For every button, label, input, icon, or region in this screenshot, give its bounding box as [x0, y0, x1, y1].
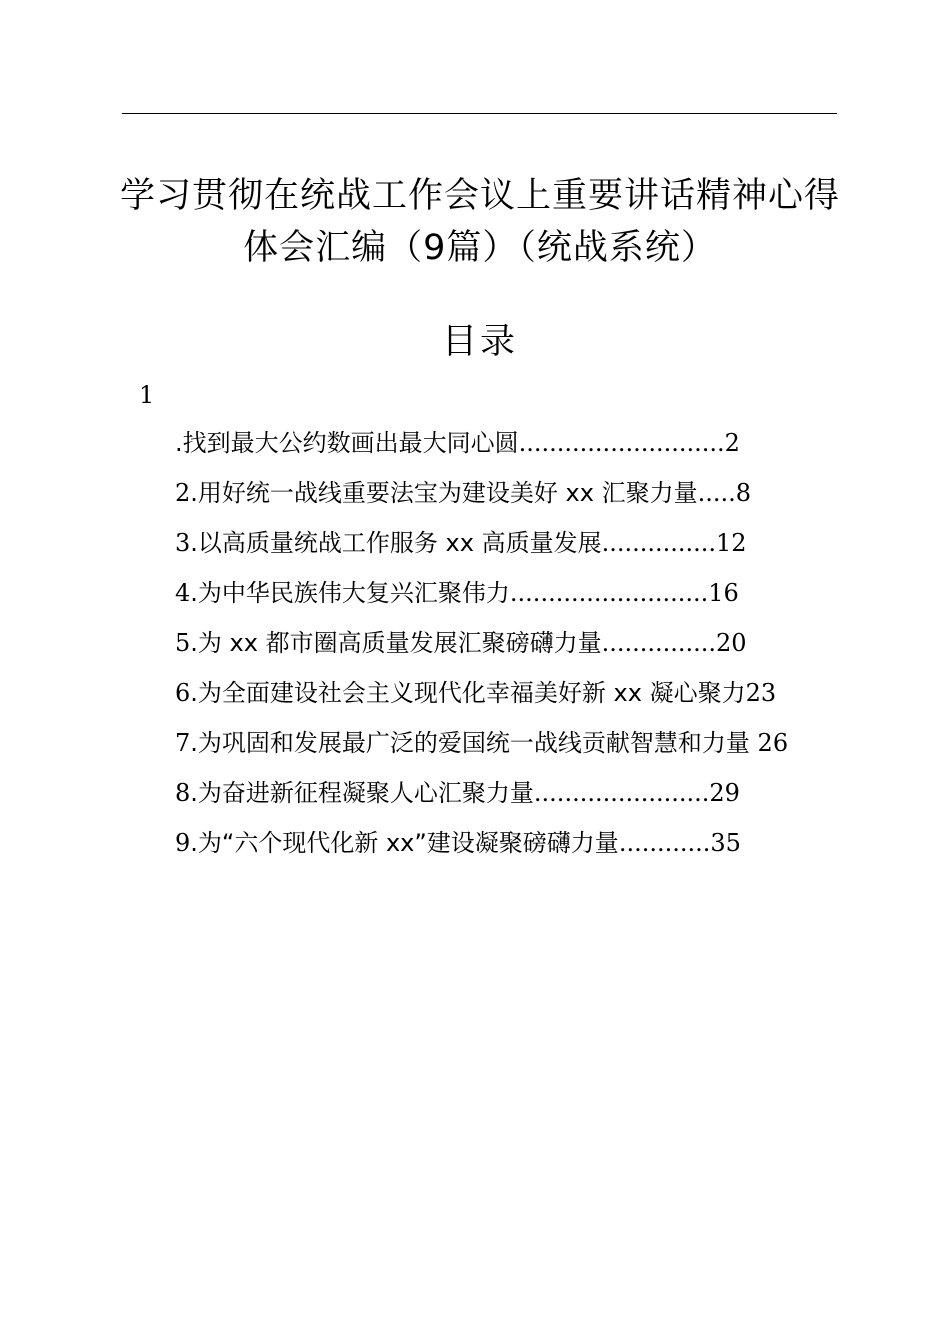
toc-entry-3[interactable]: [175, 518, 855, 568]
toc-entry-leader: ...............: [601, 629, 717, 657]
toc-entry-page: 23: [745, 679, 777, 707]
toc-entry-title: .为“六个现代化新 xx”建设凝聚磅礴力量: [190, 829, 619, 857]
toc-entry-9[interactable]: [175, 818, 855, 868]
toc-entry-number: 9: [175, 829, 191, 857]
toc-entry-title: .为全面建设社会主义现代化幸福美好新 xx 凝心聚力: [190, 679, 746, 707]
toc-entry-title: .以高质量统战工作服务 xx 高质量发展: [190, 529, 602, 557]
toc-entry-page: 2: [724, 429, 740, 457]
toc-entry-title: .为中华民族伟大复兴汇聚伟力: [190, 579, 510, 607]
toc-entry-leader: ...............: [601, 529, 717, 557]
toc-entry-title: .为 xx 都市圈高质量发展汇聚磅礴力量: [190, 629, 602, 657]
toc-entry-number: 2: [175, 479, 191, 507]
toc-entry-number: 6: [175, 679, 191, 707]
toc-entry-page: 26: [757, 729, 789, 757]
toc-entry-page: 8: [735, 479, 752, 507]
toc-entry-page: 29: [709, 779, 740, 807]
toc-entry-page: 16: [708, 579, 739, 607]
toc-entry-number: 5: [175, 629, 191, 657]
header-rule: [122, 113, 837, 114]
toc-entry-title: .用好统一战线重要法宝为建设美好 xx 汇聚力量: [190, 479, 698, 507]
toc-entry-leader: ...........................: [518, 429, 725, 457]
toc-heading: 目录: [441, 322, 518, 362]
toc-entry-leader: ..........................: [509, 579, 709, 607]
toc-entry-number: 7: [175, 729, 191, 757]
toc-entry-leader: .....: [697, 479, 736, 507]
toc-entry-title: .为巩固和发展最广泛的爱国统一战线贡献智慧和力量: [190, 729, 758, 757]
toc-entry-5[interactable]: [175, 618, 855, 668]
toc-entry-1[interactable]: [175, 418, 855, 468]
document-title: [100, 170, 860, 274]
toc-entry-7[interactable]: [175, 718, 855, 768]
document-title-line-2: 体会汇编（9篇）（统战系统）: [243, 228, 717, 268]
toc-entry-page: 35: [710, 829, 741, 857]
toc-entry-number: 4: [175, 579, 191, 607]
toc-entry-page: 12: [716, 529, 747, 557]
toc-entry-page: 20: [716, 629, 747, 657]
toc-entry-4[interactable]: [175, 568, 855, 618]
toc-entry-number: 8: [175, 779, 191, 807]
toc-entry-title: .找到最大公约数画出最大同心圆: [175, 429, 519, 457]
toc-entry-8[interactable]: [175, 768, 855, 818]
toc-entry-6[interactable]: [175, 668, 855, 718]
toc-stray-number: 1: [139, 381, 155, 409]
document-title-line-1: 学习贯彻在统战工作会议上重要讲话精神心得: [119, 176, 840, 216]
toc-entry-leader: .......................: [533, 779, 710, 807]
toc-entry-leader: ............: [618, 829, 711, 857]
toc-entry-number: 3: [175, 529, 191, 557]
toc-entry-title: .为奋进新征程凝聚人心汇聚力量: [190, 779, 534, 807]
toc-entry-2[interactable]: [175, 468, 855, 518]
toc-list: [175, 418, 855, 868]
